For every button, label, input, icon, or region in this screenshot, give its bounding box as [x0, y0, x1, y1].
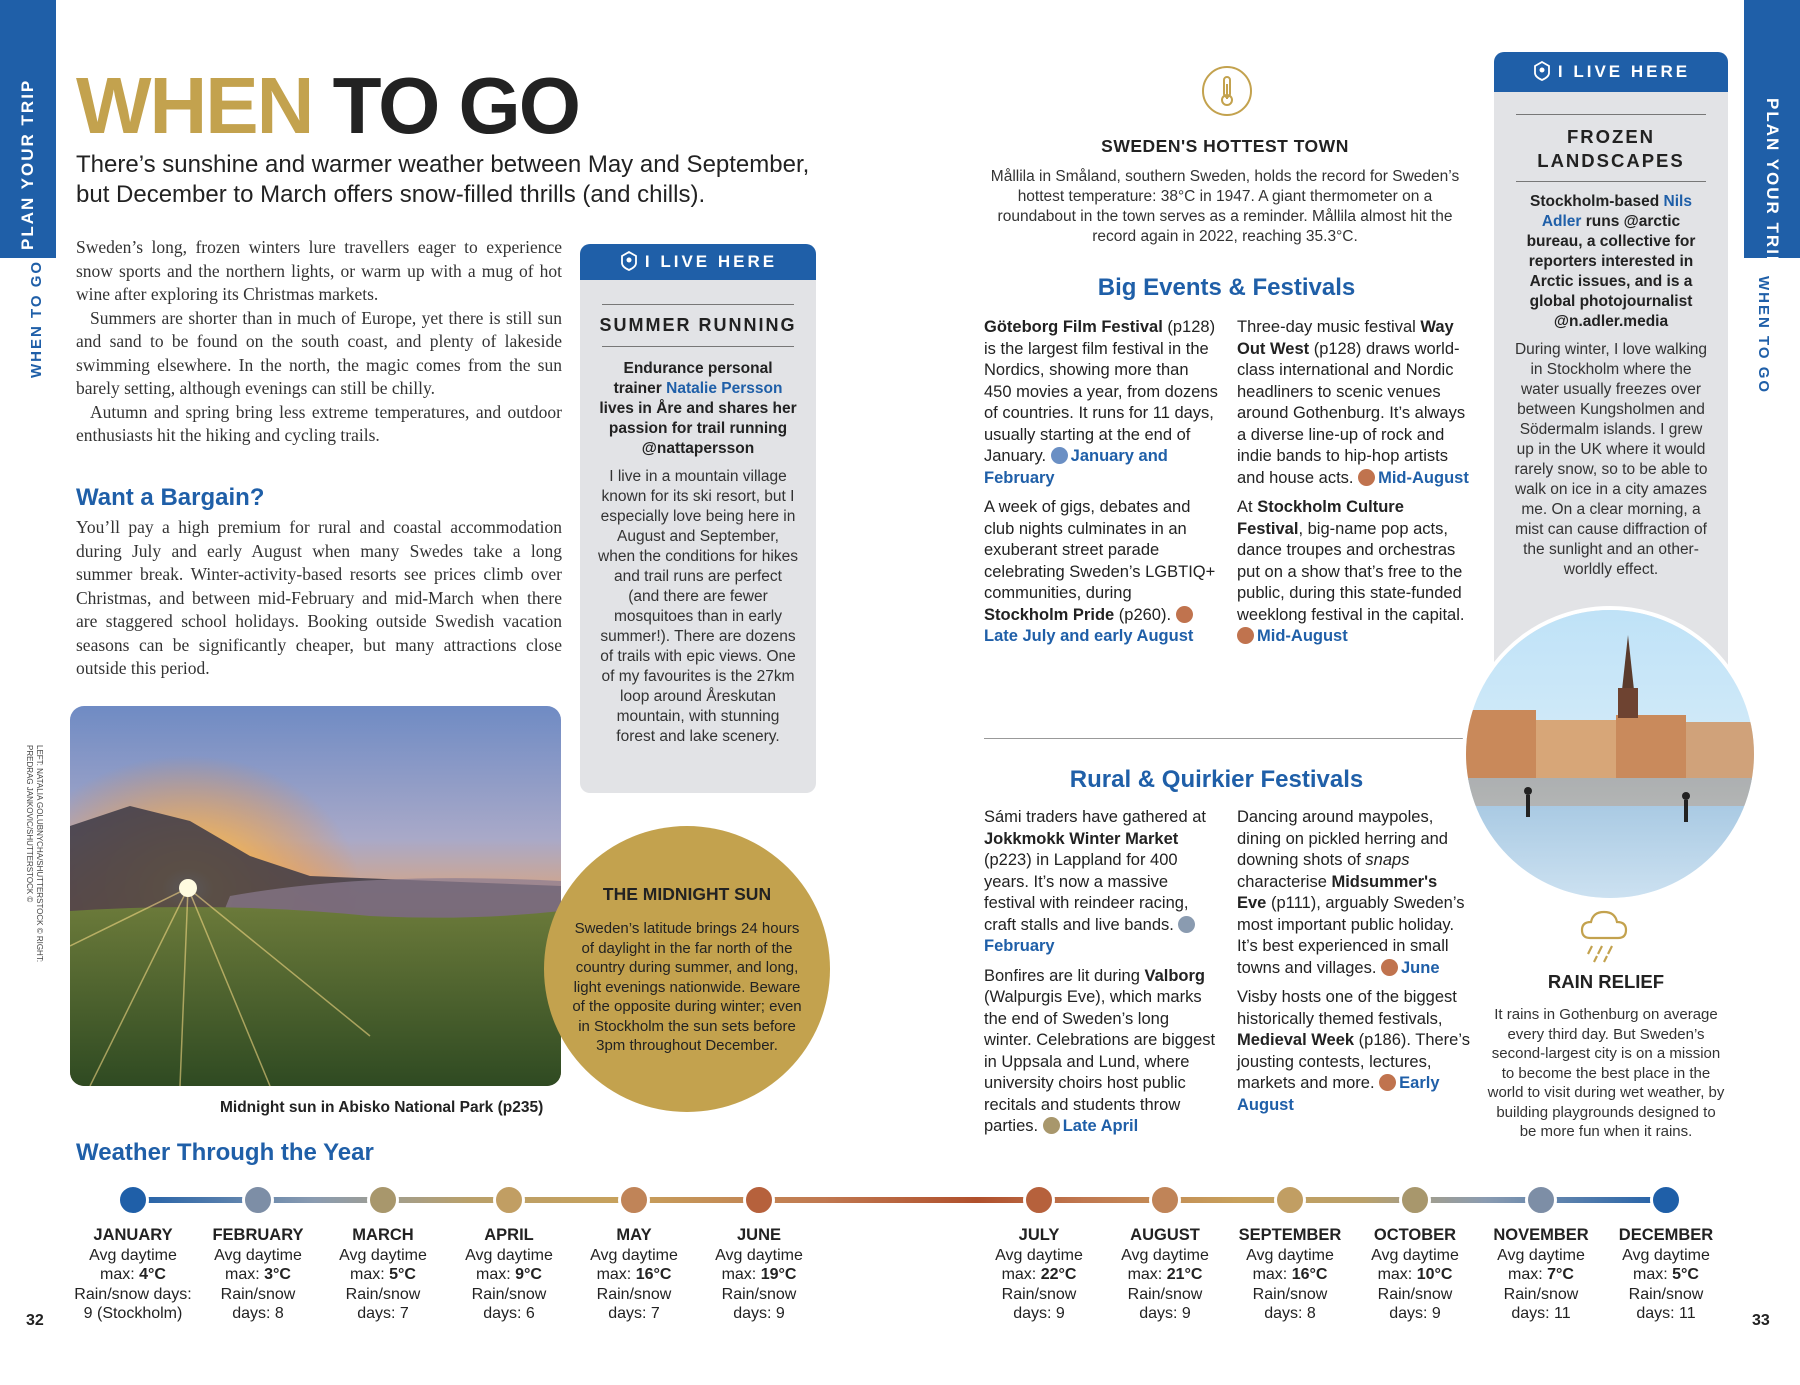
sun-icon [1379, 1074, 1396, 1091]
right-tab-sublabel: WHEN TO GO [1755, 276, 1772, 395]
rural-festivals-heading: Rural & Quirkier Festivals [1069, 766, 1364, 793]
month-rain-label: Rain/snow days: [74, 1285, 192, 1303]
max-temp: 16°C [635, 1266, 672, 1283]
event-text: characterise [1237, 872, 1332, 891]
month-column [694, 1226, 824, 1324]
month-rain-days: days: 11 [1511, 1305, 1571, 1322]
month-max [318, 1265, 448, 1285]
event-date: Early August [1237, 1074, 1440, 1114]
left-tab-sublabel: WHEN TO GO [28, 259, 45, 378]
sun-cloud-icon [1399, 1184, 1431, 1216]
max-temp: 10°C [1416, 1266, 1453, 1283]
card-divider [602, 346, 794, 347]
card-intro-text: Stockholm-based [1530, 193, 1664, 210]
rural-col-left [984, 807, 1218, 1146]
event-name: Stockholm Culture Festival [1237, 498, 1404, 538]
month-name: APRIL [484, 1226, 534, 1244]
big-events-col-right [1237, 317, 1471, 656]
body-paragraph-2: Summers are shorter than in much of Europe, yet there is still sun and sand to be found on the south coast, and plenty of lakeside swimming elsewhere. In the north, the magic comes from the sun barely setting, although evenings can still be chilly. [76, 307, 562, 398]
event-name: Way Out West [1237, 318, 1454, 358]
max-label: max: [476, 1266, 516, 1283]
max-label: max: [1001, 1266, 1041, 1283]
event-text: (p128) is the largest film festival in the Nordics, showing more than 450 movies a year, from dozens of countries. It runs for 11 days, usually starting at the end of January. [984, 318, 1218, 465]
event-text: Dancing around maypoles, dining on pickled herring and downing shots of [1237, 808, 1448, 869]
month-max [1100, 1265, 1230, 1285]
event-date: Late July and early August [984, 627, 1194, 645]
sun-icon [1149, 1184, 1181, 1216]
month-name: JULY [1018, 1226, 1060, 1244]
card-body: I live in a mountain village known for its ski resort, but I especially love being here in August and September, when the conditions for hikes and trail runs are perfect (and there are fewer mosquitoes than in early summer!). There are dozens of trails with epic views. One of my favourites is the 27km loop around Åreskutan mountain, with stunning forest and lake scenery. [598, 468, 798, 745]
month-rain-days: 9 (Stockholm) [83, 1305, 183, 1322]
snow-cloud-icon [1525, 1184, 1557, 1216]
event-valborg [984, 966, 1218, 1138]
max-temp: 19°C [760, 1266, 797, 1283]
month-column [1100, 1226, 1230, 1324]
month-rain-days: days: 9 [733, 1305, 785, 1322]
month-rain-days: days: 6 [483, 1305, 535, 1322]
month-rain-days: days: 9 [1139, 1305, 1191, 1322]
thermometer-glyph [1204, 68, 1250, 114]
intro-text: There’s sunshine and warmer weather between May and September, but December to March offers snow-filled thrills (and chills). [76, 151, 810, 208]
sun-icon [1176, 606, 1193, 623]
contributor-name: Nils Adler [1541, 193, 1692, 230]
month-label: Avg daytime [214, 1246, 302, 1264]
bargain-text: You’ll pay a high premium for rural and coastal accommodation during July and early August when many Swedes take a long summer break. Winter-activity-based resorts see prices climb over Christmas, and between mid-February and mid-March when there are staggered school holidays. Booking outside Swedish vacation seasons can be significantly cheaper, but many attractions close outside this period. [76, 517, 562, 678]
month-name: JANUARY [93, 1226, 173, 1244]
sun-icon [1023, 1184, 1055, 1216]
section-divider [984, 738, 1484, 739]
frozen-landscapes-card [1494, 52, 1728, 692]
month-rain-label: Rain/snow [1503, 1285, 1579, 1303]
event-jokkmokk [984, 807, 1218, 958]
month-column [569, 1226, 699, 1324]
body-text [76, 236, 562, 448]
hottest-town-title: SWEDEN'S HOTTEST TOWN [1101, 136, 1349, 156]
month-column [1476, 1226, 1606, 1324]
month-column [318, 1226, 448, 1324]
month-rain-label: Rain/snow [596, 1285, 672, 1303]
summer-running-card [580, 244, 816, 793]
month-column [1601, 1226, 1731, 1324]
card-intro-text: runs @arctic bureau, a collective for reporters interested in Arctic issues, and is a global photojournalist @n.adler.media [1526, 213, 1696, 330]
event-text: At [1237, 498, 1258, 516]
event-text: Visby hosts one of the biggest historically themed festivals, [1237, 988, 1457, 1028]
month-label: Avg daytime [995, 1246, 1083, 1264]
month-rain-days: days: 7 [357, 1305, 409, 1322]
month-label: Avg daytime [339, 1246, 427, 1264]
card-header-label: I LIVE HERE [644, 252, 778, 271]
month-column [193, 1226, 323, 1324]
month-rain-days: days: 9 [1389, 1305, 1441, 1322]
month-label: Avg daytime [715, 1246, 803, 1264]
left-tab-label: PLAN YOUR TRIP [18, 78, 37, 250]
event-text: , big-name pop acts, dance troupes and orchestras put on a show that’s free to the public, during this state-funded weeklong festival in the capital. [1237, 519, 1465, 624]
rain-cloud-icon [1578, 908, 1630, 964]
max-temp: 16°C [1291, 1266, 1328, 1283]
month-column [444, 1226, 574, 1324]
frozen-lake-image [1466, 610, 1758, 902]
month-rain-days: days: 8 [232, 1305, 284, 1322]
event-name: Valborg [1144, 966, 1206, 985]
month-rain-days: days: 11 [1636, 1305, 1696, 1322]
event-date: June [1401, 958, 1440, 977]
midnight-sun-photo [70, 706, 561, 1086]
month-rain-label: Rain/snow [721, 1285, 797, 1303]
max-label: max: [100, 1266, 140, 1283]
event-date: January and February [984, 447, 1168, 487]
month-rain-label: Rain/snow [1001, 1285, 1077, 1303]
max-temp: 9°C [515, 1266, 542, 1283]
rain-relief-text: It rains in Gothenburg on average every third day. But Sweden’s second-largest city is on a mission to become the best place in the world to visit during wet weather, by building playgrounds designed to be more fun when it rains. [1487, 1006, 1725, 1140]
month-max [974, 1265, 1104, 1285]
title-part-black: TO GO [332, 61, 579, 150]
max-label: max: [350, 1266, 390, 1283]
month-label: Avg daytime [1246, 1246, 1334, 1264]
sun-icon [743, 1184, 775, 1216]
bargain-heading: Want a Bargain? [76, 484, 265, 511]
sun-icon [618, 1184, 650, 1216]
callout-text: Sweden’s latitude brings 24 hours of daylight in the far north of the country during summer, and long, light evenings nationwide. Beware of the opposite during winter; even in Stockholm the sun sets before 3pm throughout December. [572, 920, 802, 1054]
card-intro [580, 359, 816, 459]
body-paragraph-3: Autumn and spring bring less extreme temperatures, and outdoor enthusiasts hit the hiking and cycling trails. [76, 401, 562, 445]
big-events-heading: Big Events & Festivals [1097, 274, 1356, 301]
right-tab-label: PLAN YOUR TRIP [1763, 98, 1782, 270]
month-rain-label: Rain/snow [220, 1285, 296, 1303]
event-goteborg-film [984, 317, 1218, 489]
event-text: (Walpurgis Eve), which marks the end of Sweden’s long winter. Celebrations are biggest in Uppsala and Lund, where university choirs host public recitals and students throw parties. [984, 988, 1216, 1135]
midnight-sun-callout [544, 826, 830, 1112]
big-events-col-left [984, 317, 1218, 656]
event-stockholm-culture [1237, 497, 1471, 648]
event-midsummer [1237, 807, 1471, 979]
weather-heading: Weather Through the Year [76, 1139, 374, 1166]
month-max [193, 1265, 323, 1285]
month-rain-days: days: 7 [608, 1305, 660, 1322]
month-label: Avg daytime [1121, 1246, 1209, 1264]
body-paragraph-1: Sweden’s long, frozen winters lure travellers eager to experience snow sports and the northern lights, or warm up with a mug of hot wine after exploring its Christmas markets. [76, 237, 562, 304]
sun-cloud-icon [493, 1184, 525, 1216]
month-rain-label: Rain/snow [345, 1285, 421, 1303]
max-temp: 7°C [1547, 1266, 1574, 1283]
event-way-out-west [1237, 317, 1471, 489]
event-name: Medieval Week [1237, 1031, 1355, 1049]
contributor-name: Natalie Persson [666, 380, 783, 397]
max-temp: 4°C [139, 1266, 166, 1283]
event-name: Stockholm Pride [984, 605, 1115, 624]
event-text: A week of gigs, debates and club nights culminates in an exuberant street parade celebrating Sweden’s LGBTIQ+ communities, during [984, 498, 1216, 602]
month-name: SEPTEMBER [1238, 1226, 1342, 1244]
card-intro [1494, 192, 1728, 332]
event-name: Göteborg Film Festival [984, 318, 1163, 336]
month-column [974, 1226, 1104, 1324]
stockholm-ice-photo [1462, 606, 1758, 902]
photo-caption: Midnight sun in Abisko National Park (p235) [220, 1099, 544, 1116]
event-text: Bonfires are lit during [984, 966, 1145, 985]
month-rain-days: days: 8 [1264, 1305, 1316, 1322]
max-temp: 22°C [1040, 1266, 1077, 1283]
sun-icon [1381, 959, 1398, 976]
snow-cloud-icon [1178, 916, 1195, 933]
event-date: Late April [1062, 1117, 1139, 1135]
rain-relief-title: RAIN RELIEF [1547, 971, 1665, 992]
event-date: Mid-August [1378, 468, 1469, 487]
month-rain-label: Rain/snow [471, 1285, 547, 1303]
month-name: JUNE [736, 1226, 781, 1244]
max-label: max: [596, 1266, 636, 1283]
max-label: max: [1633, 1266, 1673, 1283]
month-label: Avg daytime [1371, 1246, 1459, 1264]
card-intro-text: Endurance personal trainer [613, 360, 773, 397]
month-column [1225, 1226, 1355, 1324]
max-label: max: [1252, 1266, 1292, 1283]
month-name: DECEMBER [1618, 1226, 1714, 1244]
month-rain-label: Rain/snow [1377, 1285, 1453, 1303]
hottest-town-text: Mållila in Småland, southern Sweden, holds the record for Sweden’s hottest temperature: 38°C in 1947. A giant thermometer on a roundabout in the town serves as a reminder. Mållila almost hit the record again in 2022, reaching 35.3°C. [990, 168, 1460, 245]
sun-cloud-icon [1043, 1117, 1060, 1134]
event-text: (p186). There’s jousting contests, lectures, markets and more. [1237, 1031, 1470, 1092]
event-name: Midsummer's Eve [1237, 872, 1438, 912]
month-label: Avg daytime [1622, 1246, 1710, 1264]
event-text: Sámi traders have gathered at [984, 808, 1206, 826]
month-max [444, 1265, 574, 1285]
page-number-left: 32 [26, 1312, 44, 1329]
month-label: Avg daytime [1497, 1246, 1585, 1264]
month-max [1350, 1265, 1480, 1285]
month-max [694, 1265, 824, 1285]
sun-icon [1237, 627, 1254, 644]
max-label: max: [721, 1266, 761, 1283]
max-label: max: [1127, 1266, 1167, 1283]
rural-col-right [1237, 807, 1471, 1124]
card-body: During winter, I love walking in Stockholm where the water usually freezes over between Kungsholmen and Södermalm islands. I grew up in the UK where it would rarely snow, so to be able to walk on ice in a city amazes me. On a clear morning, a mist can cause diffraction of the sunlight and an other-worldly effect. [1514, 341, 1708, 578]
snowflake-icon [117, 1184, 149, 1216]
month-name: FEBRUARY [212, 1226, 304, 1244]
snowflake-icon [1650, 1184, 1682, 1216]
sun-icon [1274, 1184, 1306, 1216]
i-live-here-header [1494, 52, 1728, 92]
event-text: Three-day music festival [1237, 318, 1421, 336]
snowflake-icon [1051, 447, 1068, 464]
card-divider [1516, 114, 1706, 115]
location-pin-icon [619, 251, 639, 271]
location-pin-icon [1532, 61, 1552, 81]
max-temp: 5°C [389, 1266, 416, 1283]
month-label: Avg daytime [465, 1246, 553, 1264]
event-text: (p128) draws world-class international and Nordic headliners to scenic venues around Gothenburg. It’s always a diverse line-up of rock and indie bands to hip-hop artists and house acts. [1237, 339, 1466, 487]
month-max [1601, 1265, 1731, 1285]
event-text-italic: snaps [1365, 851, 1410, 869]
title-part-gold: WHEN [76, 61, 313, 150]
page-title [76, 61, 579, 150]
max-temp: 5°C [1672, 1266, 1699, 1283]
sun-cloud-icon [367, 1184, 399, 1216]
event-date: Mid-August [1257, 627, 1348, 645]
max-label: max: [1377, 1266, 1417, 1283]
month-rain-days: days: 9 [1013, 1305, 1065, 1322]
month-column [68, 1226, 198, 1324]
event-text: (p111), arguably Sweden’s most important public holiday. It’s best experienced in small towns and villages. [1237, 894, 1465, 977]
month-rain-label: Rain/snow [1127, 1285, 1203, 1303]
page-number-right: 33 [1752, 1312, 1770, 1329]
event-date: February [984, 937, 1055, 955]
card-intro-text: lives in Åre and shares her passion for trail running @nattapersson [599, 400, 797, 457]
weather-timeline [130, 1197, 1670, 1203]
month-name: MARCH [352, 1226, 414, 1244]
card-title: SUMMER RUNNING [599, 315, 797, 335]
sunset-landscape-image [70, 706, 561, 1086]
month-max [1476, 1265, 1606, 1285]
month-max [569, 1265, 699, 1285]
card-header-label: I LIVE HERE [1557, 62, 1691, 81]
month-rain-label: Rain/snow [1252, 1285, 1328, 1303]
month-name: OCTOBER [1373, 1226, 1457, 1244]
month-max [1225, 1265, 1355, 1285]
event-text: (p260). [1114, 605, 1176, 624]
event-stockholm-pride [984, 497, 1218, 648]
month-column [1350, 1226, 1480, 1324]
month-label: Avg daytime [590, 1246, 678, 1264]
month-label: Avg daytime [89, 1246, 177, 1264]
month-name: MAY [616, 1226, 652, 1244]
event-medieval-week [1237, 987, 1471, 1116]
callout-title: THE MIDNIGHT SUN [602, 884, 772, 904]
max-temp: 21°C [1166, 1266, 1203, 1283]
max-label: max: [225, 1266, 265, 1283]
max-temp: 3°C [264, 1266, 291, 1283]
i-live-here-header [580, 244, 816, 280]
month-name: NOVEMBER [1493, 1226, 1589, 1244]
card-title: FROZEN LANDSCAPES [1537, 126, 1685, 171]
card-divider [602, 304, 794, 305]
event-name: Jokkmokk Winter Market [984, 829, 1179, 848]
max-label: max: [1508, 1266, 1548, 1283]
thermometer-icon [1202, 66, 1252, 116]
month-name: AUGUST [1130, 1226, 1200, 1244]
month-max [68, 1265, 198, 1285]
month-rain-label: Rain/snow [1628, 1285, 1704, 1303]
event-text: (p223) in Lappland for 400 years. It’s now a massive festival with reindeer racing, craft stalls and live bands. [984, 851, 1189, 934]
sun-icon [1358, 469, 1375, 486]
photo-credit: LEFT: NATALIA GOLUBNYCHA/SHUTTERSTOCK © RIGHT: PREDRAG JANKOVIC/SHUTTERSTOCK © [25, 745, 44, 963]
card-divider [1516, 181, 1706, 182]
snow-cloud-icon [242, 1184, 274, 1216]
